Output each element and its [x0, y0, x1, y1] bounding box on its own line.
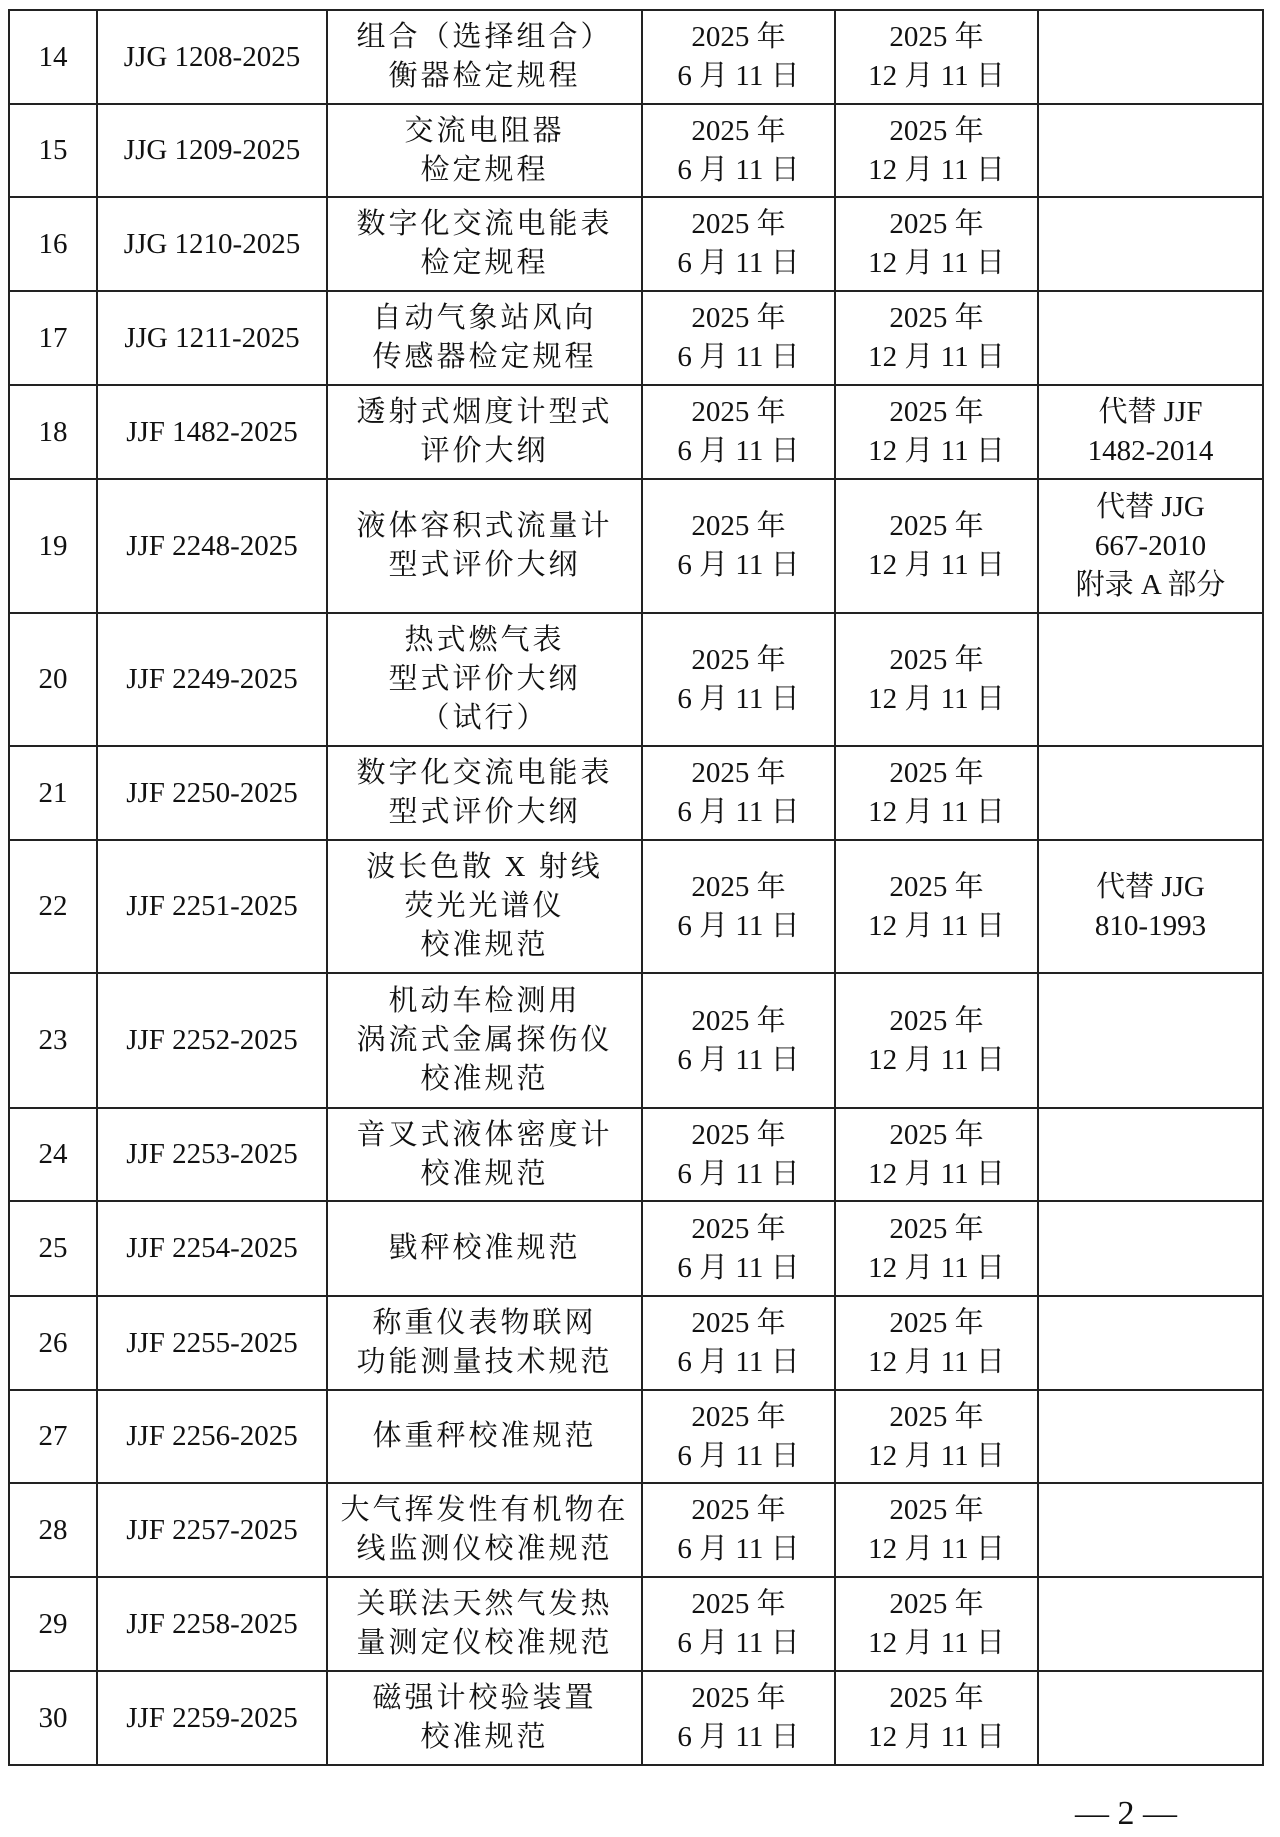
publish-date-line: 6 月 11 日	[677, 1627, 800, 1659]
note-cell	[1038, 613, 1263, 746]
publish-date-line: 6 月 11 日	[677, 435, 800, 467]
publish-date-line: 6 月 11 日	[677, 1043, 800, 1076]
standard-name-line: 涡流式金属探伤仪	[356, 1024, 613, 1056]
table-body	[9, 10, 1263, 1765]
publish-date-line: 6 月 11 日	[677, 247, 800, 279]
table-row	[9, 197, 1263, 291]
standard-name-line: 磁强计校验装置	[372, 1682, 597, 1714]
note-cell	[1038, 104, 1263, 197]
publish-date-cell	[642, 197, 835, 291]
effective-date-line: 12 月 11 日	[868, 1251, 1005, 1284]
row-number-cell: 21	[9, 746, 97, 840]
standard-code-cell: JJG 1211-2025	[97, 291, 327, 385]
publish-date-line: 2025 年	[691, 870, 786, 903]
effective-date-line: 2025 年	[889, 208, 984, 240]
standard-name-cell	[327, 1390, 642, 1483]
standard-name-cell	[327, 1483, 642, 1577]
standard-name-line: 量测定仪校准规范	[356, 1627, 613, 1659]
standard-name-line: 评价大纲	[420, 435, 549, 467]
publish-date-line: 6 月 11 日	[677, 1439, 800, 1472]
page-number: — 2 —	[1075, 1795, 1177, 1832]
row-number-cell: 26	[9, 1296, 97, 1390]
row-number-cell: 27	[9, 1390, 97, 1483]
publish-date-cell	[642, 613, 835, 746]
publish-date-line: 6 月 11 日	[677, 60, 800, 92]
effective-date-line: 2025 年	[889, 1118, 984, 1151]
effective-date-cell	[835, 291, 1038, 385]
row-number-cell: 30	[9, 1671, 97, 1765]
publish-date-line: 6 月 11 日	[677, 1251, 800, 1284]
standard-code-cell: JJF 2251-2025	[97, 840, 327, 973]
standard-name-line: 体重秤校准规范	[372, 1420, 597, 1452]
publish-date-line: 2025 年	[691, 1494, 786, 1526]
publish-date-cell	[642, 10, 835, 104]
effective-date-line: 2025 年	[889, 396, 984, 428]
table-row	[9, 10, 1263, 104]
table-row	[9, 746, 1263, 840]
row-number-cell: 29	[9, 1577, 97, 1671]
publish-date-line: 2025 年	[691, 1400, 786, 1433]
effective-date-line: 2025 年	[889, 870, 984, 903]
note-cell	[1038, 197, 1263, 291]
table-row	[9, 613, 1263, 746]
effective-date-cell	[835, 1296, 1038, 1390]
effective-date-line: 12 月 11 日	[868, 60, 1005, 92]
standard-name-cell	[327, 1577, 642, 1671]
standard-name-cell	[327, 1671, 642, 1765]
publish-date-line: 6 月 11 日	[677, 1346, 800, 1378]
publish-date-cell	[642, 479, 835, 613]
standard-name-cell	[327, 973, 642, 1108]
standard-code-cell: JJF 2250-2025	[97, 746, 327, 840]
table-row	[9, 1577, 1263, 1671]
table-row	[9, 1390, 1263, 1483]
standard-name-line: 检定规程	[420, 153, 549, 186]
note-line: 代替 JJG	[1096, 870, 1205, 903]
effective-date-line: 12 月 11 日	[868, 1627, 1005, 1659]
row-number-cell: 14	[9, 10, 97, 104]
publish-date-cell	[642, 1390, 835, 1483]
effective-date-line: 12 月 11 日	[868, 682, 1005, 715]
table-row	[9, 385, 1263, 479]
publish-date-line: 6 月 11 日	[677, 1721, 800, 1753]
publish-date-cell	[642, 291, 835, 385]
publish-date-line: 2025 年	[691, 114, 786, 147]
effective-date-cell	[835, 104, 1038, 197]
standard-name-cell	[327, 840, 642, 973]
effective-date-line: 2025 年	[889, 1212, 984, 1245]
note-line: 代替 JJG	[1096, 490, 1205, 523]
note-cell	[1038, 1671, 1263, 1765]
note-cell	[1038, 1201, 1263, 1296]
standard-name-line: 自动气象站风向	[372, 302, 597, 334]
standard-code-cell: JJG 1210-2025	[97, 197, 327, 291]
row-number-cell: 18	[9, 385, 97, 479]
table-row	[9, 1671, 1263, 1765]
standard-name-cell	[327, 104, 642, 197]
effective-date-cell	[835, 1577, 1038, 1671]
effective-date-cell	[835, 385, 1038, 479]
note-cell	[1038, 973, 1263, 1108]
effective-date-line: 12 月 11 日	[868, 153, 1005, 186]
standard-name-cell	[327, 746, 642, 840]
standard-name-line: （试行）	[420, 702, 549, 734]
publish-date-cell	[642, 1671, 835, 1765]
standard-name-line: 交流电阻器	[404, 114, 565, 147]
publish-date-line: 6 月 11 日	[677, 682, 800, 715]
publish-date-line: 6 月 11 日	[677, 796, 800, 828]
effective-date-cell	[835, 746, 1038, 840]
standard-name-line: 检定规程	[420, 247, 549, 279]
note-cell	[1038, 840, 1263, 973]
standard-code-cell: JJF 2257-2025	[97, 1483, 327, 1577]
row-number-cell: 22	[9, 840, 97, 973]
effective-date-line: 12 月 11 日	[868, 1346, 1005, 1378]
effective-date-line: 12 月 11 日	[868, 549, 1005, 581]
standard-code-cell: JJF 2253-2025	[97, 1108, 327, 1201]
note-cell	[1038, 10, 1263, 104]
standard-name-line: 机动车检测用	[388, 985, 581, 1017]
standard-name-line: 热式燃气表	[404, 624, 565, 656]
standard-code-cell: JJG 1208-2025	[97, 10, 327, 104]
publish-date-cell	[642, 385, 835, 479]
effective-date-cell	[835, 1390, 1038, 1483]
publish-date-cell	[642, 1296, 835, 1390]
standard-code-cell: JJF 1482-2025	[97, 385, 327, 479]
effective-date-cell	[835, 479, 1038, 613]
table-row	[9, 1108, 1263, 1201]
effective-date-line: 12 月 11 日	[868, 796, 1005, 828]
standard-name-cell	[327, 10, 642, 104]
effective-date-line: 2025 年	[889, 302, 984, 334]
publish-date-line: 2025 年	[691, 302, 786, 334]
publish-date-line: 6 月 11 日	[677, 909, 800, 942]
publish-date-cell	[642, 1108, 835, 1201]
note-line: 667-2010	[1094, 529, 1207, 562]
standard-name-line: 功能测量技术规范	[356, 1346, 613, 1378]
standard-name-line: 校准规范	[420, 929, 549, 961]
standard-name-line: 数字化交流电能表	[356, 208, 613, 240]
standard-name-line: 称重仪表物联网	[372, 1307, 597, 1339]
effective-date-line: 12 月 11 日	[868, 247, 1005, 279]
standard-name-line: 数字化交流电能表	[356, 757, 613, 789]
note-cell	[1038, 1483, 1263, 1577]
effective-date-cell	[835, 197, 1038, 291]
standard-name-line: 衡器检定规程	[388, 60, 581, 92]
publish-date-cell	[642, 1577, 835, 1671]
effective-date-line: 12 月 11 日	[868, 1721, 1005, 1753]
note-line: 1482-2014	[1087, 435, 1214, 467]
table-row	[9, 1483, 1263, 1577]
publish-date-cell	[642, 1483, 835, 1577]
publish-date-line: 6 月 11 日	[677, 153, 800, 186]
publish-date-line: 6 月 11 日	[677, 549, 800, 581]
publish-date-line: 6 月 11 日	[677, 1157, 800, 1190]
table-row	[9, 1201, 1263, 1296]
effective-date-line: 12 月 11 日	[868, 909, 1005, 942]
standard-code-cell: JJG 1209-2025	[97, 104, 327, 197]
standard-code-cell: JJF 2249-2025	[97, 613, 327, 746]
effective-date-line: 2025 年	[889, 1588, 984, 1620]
standard-name-cell	[327, 291, 642, 385]
effective-date-line: 2025 年	[889, 21, 984, 53]
standard-name-line: 校准规范	[420, 1063, 549, 1095]
note-cell	[1038, 291, 1263, 385]
table-row	[9, 479, 1263, 613]
publish-date-line: 2025 年	[691, 21, 786, 53]
standard-name-line: 型式评价大纲	[388, 549, 581, 581]
standard-name-line: 音叉式液体密度计	[356, 1118, 613, 1151]
standard-code-cell: JJF 2254-2025	[97, 1201, 327, 1296]
standard-name-cell	[327, 385, 642, 479]
publish-date-cell	[642, 973, 835, 1108]
standard-name-cell	[327, 197, 642, 291]
publish-date-line: 2025 年	[691, 510, 786, 542]
table-row	[9, 104, 1263, 197]
row-number-cell: 23	[9, 973, 97, 1108]
effective-date-cell	[835, 840, 1038, 973]
publish-date-line: 2025 年	[691, 1212, 786, 1245]
note-cell	[1038, 1577, 1263, 1671]
note-cell	[1038, 479, 1263, 613]
table-row	[9, 1296, 1263, 1390]
row-number-cell: 16	[9, 197, 97, 291]
note-cell	[1038, 1296, 1263, 1390]
publish-date-line: 2025 年	[691, 1118, 786, 1151]
standard-code-cell: JJF 2252-2025	[97, 973, 327, 1108]
standard-name-line: 型式评价大纲	[388, 796, 581, 828]
publish-date-cell	[642, 1201, 835, 1296]
standard-name-line: 校准规范	[420, 1157, 549, 1190]
effective-date-cell	[835, 1201, 1038, 1296]
effective-date-line: 12 月 11 日	[868, 1043, 1005, 1076]
standard-name-line: 大气挥发性有机物在	[340, 1494, 629, 1526]
publish-date-line: 2025 年	[691, 1588, 786, 1620]
effective-date-cell	[835, 1108, 1038, 1201]
note-line: 代替 JJF	[1098, 396, 1203, 428]
effective-date-line: 2025 年	[889, 1004, 984, 1037]
standard-name-line: 波长色散 X 射线	[366, 851, 603, 883]
standard-code-cell: JJF 2258-2025	[97, 1577, 327, 1671]
note-line: 附录 A 部分	[1075, 568, 1226, 601]
effective-date-line: 2025 年	[889, 114, 984, 147]
table-row	[9, 973, 1263, 1108]
row-number-cell: 20	[9, 613, 97, 746]
standard-code-cell: JJF 2255-2025	[97, 1296, 327, 1390]
standard-name-cell	[327, 479, 642, 613]
standard-name-line: 组合（选择组合）	[356, 21, 613, 53]
publish-date-cell	[642, 104, 835, 197]
effective-date-cell	[835, 973, 1038, 1108]
effective-date-line: 2025 年	[889, 1400, 984, 1433]
publish-date-line: 2025 年	[691, 643, 786, 676]
effective-date-line: 2025 年	[889, 1494, 984, 1526]
standard-name-cell	[327, 1296, 642, 1390]
table-row	[9, 291, 1263, 385]
standard-name-line: 荧光光谱仪	[404, 890, 565, 922]
effective-date-line: 12 月 11 日	[868, 435, 1005, 467]
effective-date-line: 2025 年	[889, 1682, 984, 1714]
effective-date-cell	[835, 613, 1038, 746]
row-number-cell: 15	[9, 104, 97, 197]
row-number-cell: 17	[9, 291, 97, 385]
note-cell	[1038, 1108, 1263, 1201]
effective-date-line: 2025 年	[889, 757, 984, 789]
note-line: 810-1993	[1094, 909, 1207, 942]
standard-code-cell: JJF 2256-2025	[97, 1390, 327, 1483]
publish-date-line: 2025 年	[691, 1004, 786, 1037]
publish-date-line: 2025 年	[691, 1682, 786, 1714]
publish-date-line: 2025 年	[691, 208, 786, 240]
standard-name-line: 关联法天然气发热	[356, 1588, 613, 1620]
standard-name-line: 透射式烟度计型式	[356, 396, 613, 428]
publish-date-line: 6 月 11 日	[677, 1533, 800, 1565]
publish-date-cell	[642, 840, 835, 973]
standards-table	[8, 9, 1264, 1766]
standard-name-line: 传感器检定规程	[372, 341, 597, 373]
note-cell	[1038, 746, 1263, 840]
standard-name-cell	[327, 1201, 642, 1296]
effective-date-cell	[835, 1483, 1038, 1577]
effective-date-line: 12 月 11 日	[868, 341, 1005, 373]
effective-date-line: 12 月 11 日	[868, 1533, 1005, 1565]
standard-code-cell: JJF 2248-2025	[97, 479, 327, 613]
note-cell	[1038, 1390, 1263, 1483]
standard-name-line: 液体容积式流量计	[356, 510, 613, 542]
row-number-cell: 28	[9, 1483, 97, 1577]
standard-name-cell	[327, 1108, 642, 1201]
effective-date-line: 12 月 11 日	[868, 1439, 1005, 1472]
publish-date-line: 2025 年	[691, 757, 786, 789]
publish-date-line: 2025 年	[691, 1307, 786, 1339]
effective-date-cell	[835, 1671, 1038, 1765]
effective-date-line: 2025 年	[889, 643, 984, 676]
note-cell	[1038, 385, 1263, 479]
effective-date-line: 2025 年	[889, 1307, 984, 1339]
effective-date-line: 2025 年	[889, 510, 984, 542]
standard-name-line: 线监测仪校准规范	[356, 1533, 613, 1565]
publish-date-cell	[642, 746, 835, 840]
effective-date-cell	[835, 10, 1038, 104]
standard-name-cell	[327, 613, 642, 746]
row-number-cell: 25	[9, 1201, 97, 1296]
standard-name-line: 型式评价大纲	[388, 663, 581, 695]
standard-code-cell: JJF 2259-2025	[97, 1671, 327, 1765]
effective-date-line: 12 月 11 日	[868, 1157, 1005, 1190]
standard-name-line: 校准规范	[420, 1721, 549, 1753]
row-number-cell: 24	[9, 1108, 97, 1201]
table-row	[9, 840, 1263, 973]
publish-date-line: 6 月 11 日	[677, 341, 800, 373]
standard-name-line: 戥秤校准规范	[388, 1232, 581, 1264]
publish-date-line: 2025 年	[691, 396, 786, 428]
row-number-cell: 19	[9, 479, 97, 613]
